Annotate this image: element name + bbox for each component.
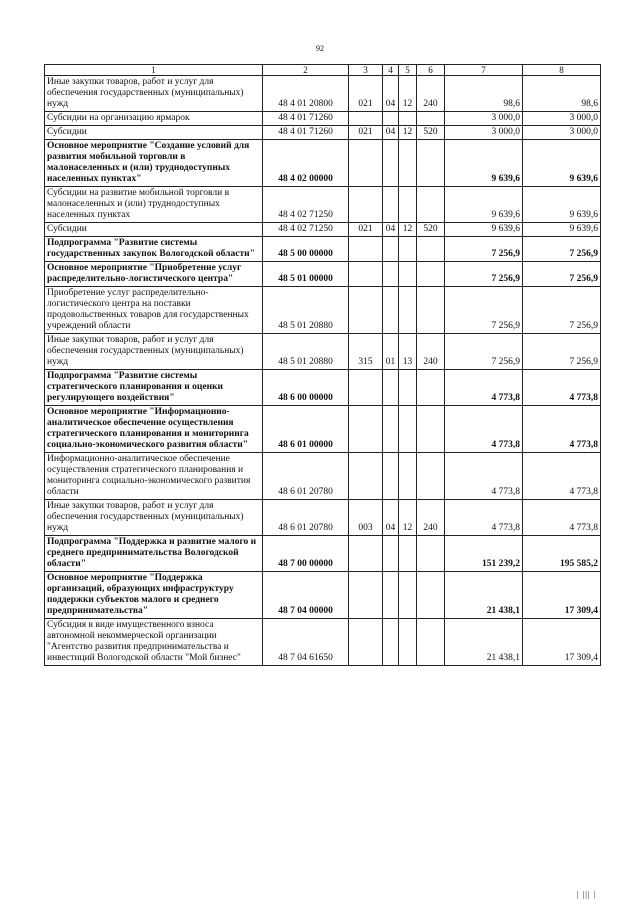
- row-amount-7: 151 239,2: [445, 536, 523, 572]
- row-col-5: [399, 262, 417, 287]
- row-col-5: [399, 370, 417, 406]
- row-col-6: [417, 619, 445, 666]
- row-name: Подпрограмма "Развитие системы стратегического планирования и оценки регулирующего воздействия": [45, 370, 263, 406]
- row-col-6: [417, 237, 445, 262]
- row-name: Основное мероприятие "Создание условий для развития мобильной торговли в малонаселенных и (или) труднодоступных населенных пунктах": [45, 140, 263, 187]
- row-col-3: [349, 406, 383, 453]
- header-col-7: 7: [445, 65, 523, 76]
- row-col-4: [383, 619, 399, 666]
- row-code: 48 6 01 20780: [263, 500, 349, 536]
- row-col-3: [349, 619, 383, 666]
- header-col-4: 4: [383, 65, 399, 76]
- row-name: Иные закупки товаров, работ и услуг для обеспечения государственных (муниципальных) нужд: [45, 76, 263, 112]
- row-col-3: [349, 112, 383, 126]
- row-name: Субсидия в виде имущественного взноса автономной некоммерческой организации "Агентство развития предпринимательства и инвестиций Вологодской области "Мой бизнес": [45, 619, 263, 666]
- row-amount-8: 4 773,8: [523, 370, 601, 406]
- row-amount-7: 98,6: [445, 76, 523, 112]
- row-col-4: [383, 112, 399, 126]
- row-amount-7: 3 000,0: [445, 126, 523, 140]
- row-col-6: [417, 140, 445, 187]
- row-col-6: [417, 406, 445, 453]
- row-amount-7: 4 773,8: [445, 453, 523, 500]
- table-row: [45, 112, 601, 126]
- row-amount-8: 9 639,6: [523, 187, 601, 223]
- table-row: [45, 223, 601, 237]
- header-row: [45, 65, 601, 76]
- row-amount-8: 4 773,8: [523, 500, 601, 536]
- row-amount-7: 4 773,8: [445, 370, 523, 406]
- row-code: 48 5 00 00000: [263, 237, 349, 262]
- row-amount-7: 21 438,1: [445, 619, 523, 666]
- row-col-5: [399, 287, 417, 334]
- row-col-5: 12: [399, 126, 417, 140]
- row-amount-8: 9 639,6: [523, 223, 601, 237]
- row-col-5: 12: [399, 500, 417, 536]
- row-col-6: 520: [417, 126, 445, 140]
- corner-mark: | ||| |: [576, 890, 596, 899]
- row-col-4: [383, 287, 399, 334]
- row-col-4: [383, 572, 399, 619]
- table-row: [45, 334, 601, 370]
- table-row: [45, 76, 601, 112]
- row-col-6: [417, 112, 445, 126]
- row-col-5: [399, 187, 417, 223]
- row-code: 48 4 01 71260: [263, 112, 349, 126]
- row-col-4: [383, 370, 399, 406]
- row-code: 48 4 02 71250: [263, 223, 349, 237]
- row-col-6: [417, 370, 445, 406]
- row-col-3: [349, 453, 383, 500]
- table-header: [45, 65, 601, 76]
- header-col-3: 3: [349, 65, 383, 76]
- row-name: Основное мероприятие "Информационно-аналитическое обеспечение осуществления стратегического планирования и мониторинга социально-экономического развития области": [45, 406, 263, 453]
- table-body: [45, 76, 601, 666]
- row-code: 48 6 01 00000: [263, 406, 349, 453]
- row-col-3: [349, 287, 383, 334]
- row-col-5: 12: [399, 223, 417, 237]
- row-col-5: 12: [399, 76, 417, 112]
- row-amount-8: 7 256,9: [523, 262, 601, 287]
- row-amount-8: 7 256,9: [523, 287, 601, 334]
- row-col-4: [383, 237, 399, 262]
- row-col-6: [417, 453, 445, 500]
- row-col-4: [383, 536, 399, 572]
- row-col-3: [349, 536, 383, 572]
- row-col-3: [349, 370, 383, 406]
- row-amount-8: 7 256,9: [523, 237, 601, 262]
- row-code: 48 4 02 71250: [263, 187, 349, 223]
- row-col-3: 021: [349, 76, 383, 112]
- row-col-4: [383, 262, 399, 287]
- row-code: 48 7 00 00000: [263, 536, 349, 572]
- row-col-5: [399, 140, 417, 187]
- row-code: 48 4 01 71260: [263, 126, 349, 140]
- row-col-6: 240: [417, 334, 445, 370]
- row-amount-8: 9 639,6: [523, 140, 601, 187]
- row-code: 48 7 04 00000: [263, 572, 349, 619]
- row-col-4: 04: [383, 500, 399, 536]
- row-col-4: [383, 140, 399, 187]
- row-col-4: 04: [383, 76, 399, 112]
- row-col-5: [399, 572, 417, 619]
- row-code: 48 6 00 00000: [263, 370, 349, 406]
- row-col-3: 021: [349, 126, 383, 140]
- header-col-5: 5: [399, 65, 417, 76]
- row-col-6: [417, 187, 445, 223]
- row-name: Подпрограмма "Развитие системы государственных закупок Вологодской области": [45, 237, 263, 262]
- row-amount-8: 3 000,0: [523, 126, 601, 140]
- row-col-4: 04: [383, 223, 399, 237]
- table-row: [45, 187, 601, 223]
- table-row: [45, 370, 601, 406]
- row-code: 48 5 01 20880: [263, 334, 349, 370]
- row-col-3: [349, 140, 383, 187]
- row-code: 48 5 01 00000: [263, 262, 349, 287]
- row-amount-7: 4 773,8: [445, 406, 523, 453]
- row-col-3: 315: [349, 334, 383, 370]
- table-row: [45, 237, 601, 262]
- budget-table: [44, 64, 601, 666]
- row-col-3: [349, 262, 383, 287]
- row-col-5: [399, 453, 417, 500]
- row-name: Иные закупки товаров, работ и услуг для обеспечения государственных (муниципальных) нужд: [45, 334, 263, 370]
- header-col-2: 2: [263, 65, 349, 76]
- table-row: [45, 262, 601, 287]
- row-col-6: 240: [417, 76, 445, 112]
- row-col-5: [399, 237, 417, 262]
- row-col-5: [399, 536, 417, 572]
- table-row: [45, 287, 601, 334]
- row-amount-8: 195 585,2: [523, 536, 601, 572]
- row-col-5: 13: [399, 334, 417, 370]
- row-name: Субсидии: [45, 126, 263, 140]
- row-amount-8: 7 256,9: [523, 334, 601, 370]
- row-col-4: [383, 453, 399, 500]
- row-name: Основное мероприятие "Приобретение услуг распределительно-логистического центра": [45, 262, 263, 287]
- row-name: Приобретение услуг распределительно-логистического центра на поставки продовольственных товаров для государственных учреждений области: [45, 287, 263, 334]
- header-col-6: 6: [417, 65, 445, 76]
- row-col-4: [383, 187, 399, 223]
- table-row: [45, 406, 601, 453]
- row-code: 48 6 01 20780: [263, 453, 349, 500]
- row-col-6: [417, 572, 445, 619]
- row-amount-7: 9 639,6: [445, 187, 523, 223]
- row-col-3: [349, 572, 383, 619]
- row-col-5: [399, 619, 417, 666]
- row-amount-8: 4 773,8: [523, 453, 601, 500]
- row-col-5: [399, 406, 417, 453]
- row-amount-7: 9 639,6: [445, 140, 523, 187]
- row-col-6: [417, 287, 445, 334]
- row-col-6: [417, 262, 445, 287]
- row-amount-8: 98,6: [523, 76, 601, 112]
- header-col-8: 8: [523, 65, 601, 76]
- row-amount-7: 3 000,0: [445, 112, 523, 126]
- row-col-4: [383, 406, 399, 453]
- row-amount-7: 21 438,1: [445, 572, 523, 619]
- table-row: [45, 453, 601, 500]
- row-col-3: 003: [349, 500, 383, 536]
- row-code: 48 4 01 20800: [263, 76, 349, 112]
- row-name: Информационно-аналитическое обеспечение осуществления стратегического планирования и мониторинга социально-экономического развития области: [45, 453, 263, 500]
- row-col-4: 01: [383, 334, 399, 370]
- row-col-5: [399, 112, 417, 126]
- table-row: [45, 572, 601, 619]
- table-row: [45, 126, 601, 140]
- row-col-3: [349, 237, 383, 262]
- row-amount-7: 4 773,8: [445, 500, 523, 536]
- row-amount-7: 7 256,9: [445, 262, 523, 287]
- row-col-3: [349, 187, 383, 223]
- row-amount-7: 7 256,9: [445, 237, 523, 262]
- row-name: Субсидии: [45, 223, 263, 237]
- row-col-6: 520: [417, 223, 445, 237]
- row-name: Субсидии на развитие мобильной торговли в малонаселенных и (или) труднодоступных населенных пунктах: [45, 187, 263, 223]
- row-amount-7: 9 639,6: [445, 223, 523, 237]
- header-col-1: 1: [45, 65, 263, 76]
- row-col-6: [417, 536, 445, 572]
- row-name: Основное мероприятие "Поддержка организаций, образующих инфраструктуру поддержки субъектов малого и среднего предпринимательства": [45, 572, 263, 619]
- row-col-4: 04: [383, 126, 399, 140]
- row-code: 48 7 04 61650: [263, 619, 349, 666]
- row-name: Субсидии на организацию ярмарок: [45, 112, 263, 126]
- row-name: Иные закупки товаров, работ и услуг для обеспечения государственных (муниципальных) нужд: [45, 500, 263, 536]
- row-amount-8: 17 309,4: [523, 572, 601, 619]
- table-row: [45, 140, 601, 187]
- table-row: [45, 619, 601, 666]
- row-amount-7: 7 256,9: [445, 334, 523, 370]
- row-amount-8: 17 309,4: [523, 619, 601, 666]
- page-number: 92: [316, 44, 324, 53]
- row-name: Подпрограмма "Поддержка и развитие малого и среднего предпринимательства Вологодской области": [45, 536, 263, 572]
- row-amount-8: 3 000,0: [523, 112, 601, 126]
- row-code: 48 5 01 20880: [263, 287, 349, 334]
- row-col-3: 021: [349, 223, 383, 237]
- table-row: [45, 536, 601, 572]
- table-row: [45, 500, 601, 536]
- row-amount-7: 7 256,9: [445, 287, 523, 334]
- row-col-6: 240: [417, 500, 445, 536]
- row-code: 48 4 02 00000: [263, 140, 349, 187]
- row-amount-8: 4 773,8: [523, 406, 601, 453]
